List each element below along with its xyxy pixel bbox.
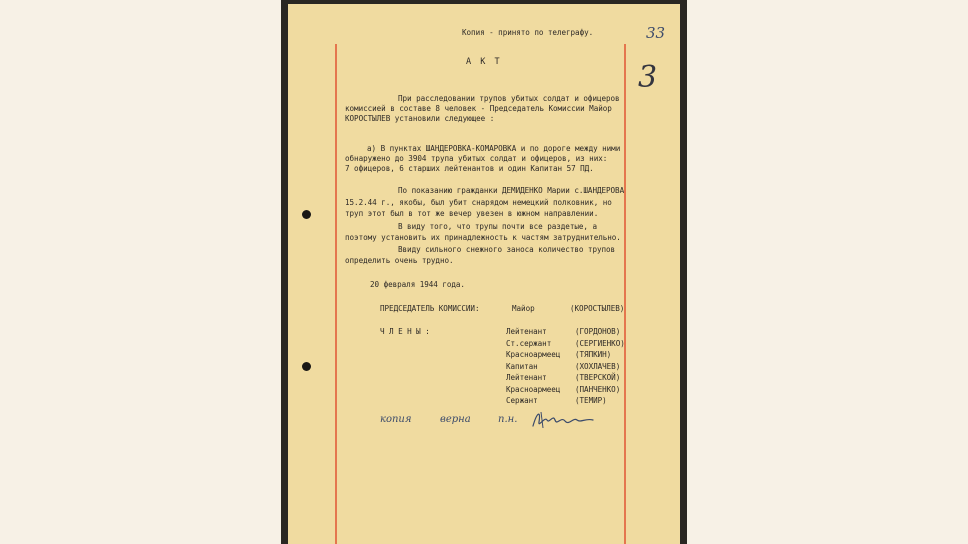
member-name: (ТВЕРСКОЙ): [575, 373, 621, 382]
paragraph-a-line: а) В пунктах ШАНДЕРОВКА-КОМАРОВКА и по дороге между ними: [367, 144, 621, 153]
punch-hole-bottom: [302, 362, 311, 371]
right-margin-line: [624, 44, 626, 544]
punch-hole-top: [302, 210, 311, 219]
member-name: (ПАНЧЕНКО): [575, 385, 621, 394]
paragraph-b-line: По показанию гражданки ДЕМИДЕНКО Марии с.ШАНДЕРОВА: [398, 186, 625, 195]
member-name: (СЕРГИЕНКО): [575, 339, 625, 348]
page-number: 33: [646, 24, 666, 42]
members-label: Ч Л Е Н Ы :: [380, 327, 430, 336]
chair-label: ПРЕДСЕДАТЕЛЬ КОМИССИИ:: [380, 304, 480, 313]
member-rank: Капитан: [506, 362, 538, 371]
member-rank: Красноармеец: [506, 385, 561, 394]
member-name: (ГОРДОНОВ): [575, 327, 621, 336]
intro-line: комиссией в составе 8 человек - Председатель Комиссии Майор: [345, 104, 612, 113]
paragraph-c-line: поэтому установить их принадлежность к частям затруднительно.: [345, 233, 621, 242]
document-page: [288, 4, 680, 544]
handwritten-signature: [531, 408, 595, 432]
chair-rank: Майор: [512, 304, 535, 313]
handwritten-copy-word: копия: [380, 414, 412, 425]
paragraph-d-line: определить очень трудно.: [345, 256, 454, 265]
left-margin-line: [335, 44, 337, 544]
member-rank: Лейтенант: [506, 373, 547, 382]
handwritten-note-abbrev: п.н.: [498, 414, 518, 425]
document-date: 20 февраля 1944 года.: [370, 280, 465, 289]
member-name: (ТЕМИР): [575, 396, 607, 405]
member-rank: Лейтенант: [506, 327, 547, 336]
paragraph-a-line: обнаружено до 3904 трупа убитых солдат и офицеров, из них:: [345, 154, 608, 163]
member-rank: Ст.сержант: [506, 339, 552, 348]
intro-line: При расследовании трупов убитых солдат и офицеров: [398, 94, 620, 103]
handwritten-stamp-number: 3: [638, 60, 658, 95]
member-name: (ТЯПКИН): [575, 350, 612, 359]
copy-note: Копия - принято по телеграфу.: [462, 28, 594, 37]
paragraph-b-line: 15.2.44 г., якобы, был убит снарядом немецкий полковник, но: [345, 198, 612, 207]
handwritten-faithful-word: верна: [440, 414, 471, 425]
paragraph-c-line: В виду того, что трупы почти все раздетые, а: [398, 222, 597, 231]
chair-name: (КОРОСТЫЛЕВ): [570, 304, 625, 313]
document-title: А К Т: [466, 57, 502, 67]
paragraph-d-line: Ввиду сильного снежного заноса количество трупов: [398, 245, 616, 254]
member-name: (ХОХЛАЧЕВ): [575, 362, 621, 371]
paragraph-a-line: 7 офицеров, 6 старших лейтенантов и один Капитан 57 ПД.: [345, 164, 594, 173]
member-rank: Красноармеец: [506, 350, 561, 359]
intro-line: КОРОСТЫЛЕВ установили следующее :: [345, 114, 495, 123]
paragraph-b-line: труп этот был в тот же вечер увезен в южном направлении.: [345, 209, 599, 218]
member-rank: Сержант: [506, 396, 538, 405]
